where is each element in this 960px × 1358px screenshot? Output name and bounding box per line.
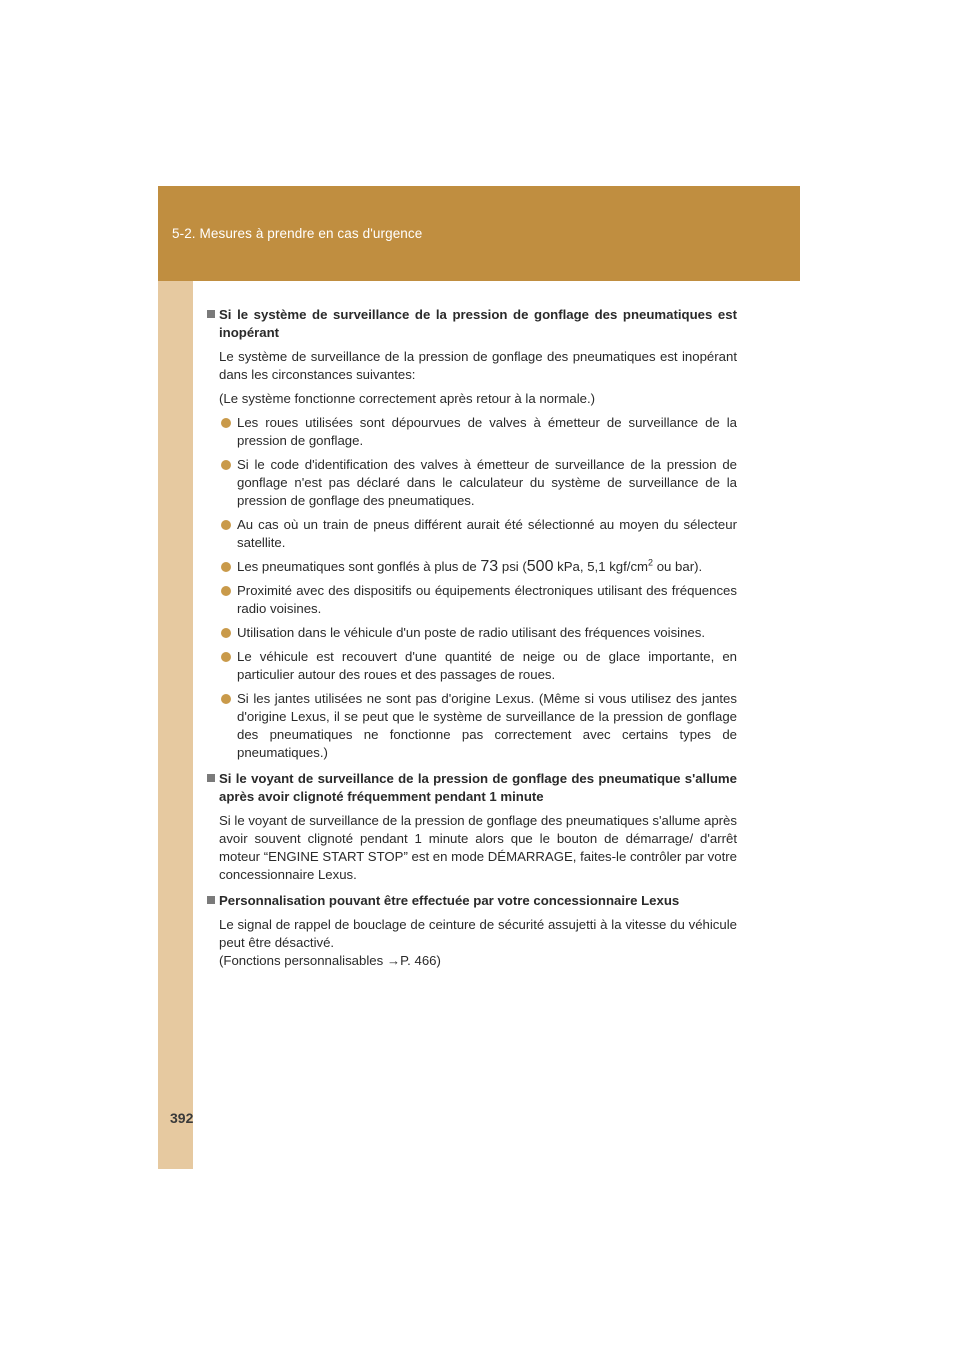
bullet-text: Le véhicule est recouvert d'une quantité de neige ou de glace importante, en particulier autour des roues et des passages de roues. <box>237 649 737 682</box>
bullet-text: Si le code d'identification des valves à émetteur de surveillance de la pression de gonflage n'est pas déclaré dans le calculateur du système de surveillance de la pression de gonflage des pneumatiques. <box>237 457 737 508</box>
circle-bullet-icon <box>221 418 231 428</box>
section-heading <box>207 306 737 342</box>
reference-prefix: (Fonctions personnalisables <box>219 953 387 968</box>
bullet-text-prefix: Les pneumatiques sont gonflés à plus de <box>237 559 481 574</box>
square-bullet-icon <box>207 310 215 318</box>
square-bullet-icon <box>207 774 215 782</box>
body-paragraph: Si le voyant de surveillance de la pression de gonflage des pneumatiques s'allume après avoir souvent clignoté pendant 1 minute alors que le bouton de démarrage/ d'arrêt moteur “ENGINE START STOP” est en mode DÉMARRAGE, faites-le contrôler par votre concessionnaire Lexus. <box>219 813 737 882</box>
bullet-text-tail: kPa, 5,1 kgf/cm <box>553 559 649 574</box>
intro-paragraph: Le système de surveillance de la pression de gonflage des pneumatiques est inopérant dans les circonstances suivantes: <box>219 349 737 382</box>
bullet-item <box>207 516 737 552</box>
page-number: 392 <box>170 1110 194 1126</box>
section-tpms-inoperative <box>207 306 737 762</box>
circle-bullet-icon <box>221 520 231 530</box>
bullet-text: Au cas où un train de pneus différent aurait été sélectionné au moyen du sélecteur satellite. <box>237 517 737 550</box>
bullet-text-mid: psi ( <box>498 559 527 574</box>
circle-bullet-icon <box>221 652 231 662</box>
bullet-item <box>207 414 737 450</box>
kpa-value: 500 <box>526 558 554 575</box>
square-bullet-icon <box>207 896 215 904</box>
section-heading <box>207 892 737 910</box>
superscript-two: 2 <box>648 557 654 568</box>
circle-bullet-icon <box>221 562 231 572</box>
page-reference-link[interactable]: P. 466) <box>400 953 441 968</box>
bullet-text: Utilisation dans le véhicule d'un poste de radio utilisant des fréquences voisines. <box>237 625 706 640</box>
sidebar-strip <box>158 186 193 1169</box>
section-customization <box>207 892 737 970</box>
circle-bullet-icon <box>221 628 231 638</box>
bullet-item <box>207 582 737 618</box>
bullet-text-end: ou bar). <box>653 559 703 574</box>
bullet-item <box>207 456 737 510</box>
section-title: 5-2. Mesures à prendre en cas d'urgence <box>172 226 423 241</box>
arrow-right-icon: → <box>386 953 401 968</box>
note-paragraph: (Le système fonctionne correctement après retour à la normale.) <box>219 391 596 406</box>
bullet-text: Les roues utilisées sont dépourvues de valves à émetteur de surveillance de la pression de gonflage. <box>237 415 737 448</box>
heading-text: Si le système de surveillance de la pression de gonflage des pneumatiques est inopérant <box>219 307 737 340</box>
circle-bullet-icon <box>221 694 231 704</box>
section-heading <box>207 770 737 806</box>
bullet-item <box>207 690 737 762</box>
heading-text: Personnalisation pouvant être effectuée par votre concessionnaire Lexus <box>219 893 680 908</box>
body-text: Le signal de rappel de bouclage de ceinture de sécurité assujetti à la vitesse du véhicule peut être désactivé. <box>219 917 737 950</box>
circle-bullet-icon <box>221 586 231 596</box>
psi-value: 73 <box>480 558 499 575</box>
content <box>207 306 737 978</box>
heading-text: Si le voyant de surveillance de la pression de gonflage des pneumatique s'allume après avoir clignoté fréquemment pendant 1 minute <box>219 771 737 804</box>
bullet-text: Si les jantes utilisées ne sont pas d'origine Lexus. (Même si vous utilisez des jantes d'origine Lexus, il se peut que le système de surveillance de la pression de gonflage des pneumatiques ne fonctionne pas correctement avec certains types de pneumatiques.) <box>237 691 737 760</box>
bullet-item <box>207 648 737 684</box>
section-warning-light <box>207 770 737 884</box>
bullet-item-pressure <box>207 558 737 576</box>
bullet-text: Proximité avec des dispositifs ou équipements électroniques utilisant des fréquences radio voisines. <box>237 583 737 616</box>
body-paragraph <box>207 916 737 970</box>
circle-bullet-icon <box>221 460 231 470</box>
bullet-item <box>207 624 737 642</box>
